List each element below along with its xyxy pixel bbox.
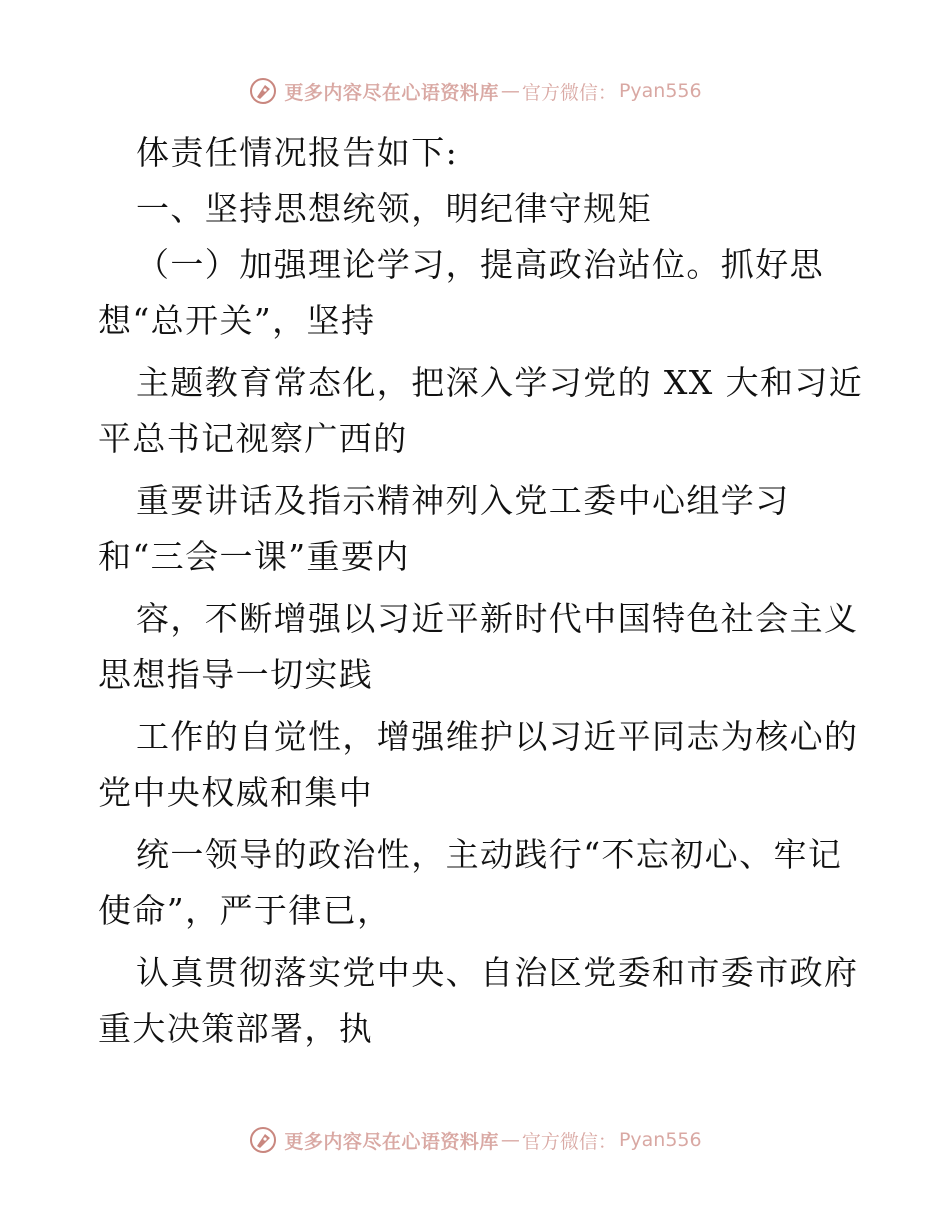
pen-nib-circle-icon	[248, 76, 278, 106]
header-watermark	[0, 71, 950, 111]
watermark-text: 更多内容尽在心语资料库	[284, 1130, 499, 1153]
watermark-text: 更多内容尽在心语资料库	[284, 81, 499, 104]
watermark-separator: —	[500, 80, 520, 102]
body-line: 体责任情况报告如下:	[136, 133, 459, 172]
body-line: 思想指导一切实践	[98, 655, 374, 694]
pen-nib-circle-icon	[248, 1125, 278, 1155]
body-line: 使命”，严于律已，	[98, 891, 392, 930]
watermark-wechat-id: Pyan556	[618, 1129, 702, 1151]
body-line: 容，不断增强以习近平新时代中国特色社会主义	[136, 599, 859, 638]
body-line: 工作的自觉性，增强维护以习近平同志为核心的	[136, 717, 859, 756]
watermark-separator: —	[500, 1129, 520, 1151]
body-line: 认真贯彻落实党中央、自治区党委和市委市政府	[136, 953, 859, 992]
watermark-wechat-id: Pyan556	[618, 80, 702, 102]
body-line: 统一领导的政治性，主动践行“不忘初心、牢记	[136, 835, 843, 874]
body-line: 党中央权威和集中	[98, 773, 374, 812]
body-line: 想“总开关”，坚持	[98, 301, 376, 340]
body-line: 主题教育常态化，把深入学习党的 XX 大和习近	[136, 363, 864, 402]
footer-watermark	[0, 1120, 950, 1160]
body-line: （一）加强理论学习，提高政治站位。抓好思	[136, 245, 824, 284]
watermark-wechat-label: 官方微信：	[521, 1130, 617, 1153]
body-line: 重要讲话及指示精神列入党工委中心组学习	[136, 481, 790, 520]
body-line: 重大决策部署，执	[98, 1009, 374, 1048]
watermark-wechat-label: 官方微信：	[521, 81, 617, 104]
body-line: 平总书记视察广西的	[98, 419, 408, 458]
section-heading: 一、坚持思想统领，明纪律守规矩	[136, 189, 652, 228]
body-line: 和“三会一课”重要内	[98, 537, 410, 576]
